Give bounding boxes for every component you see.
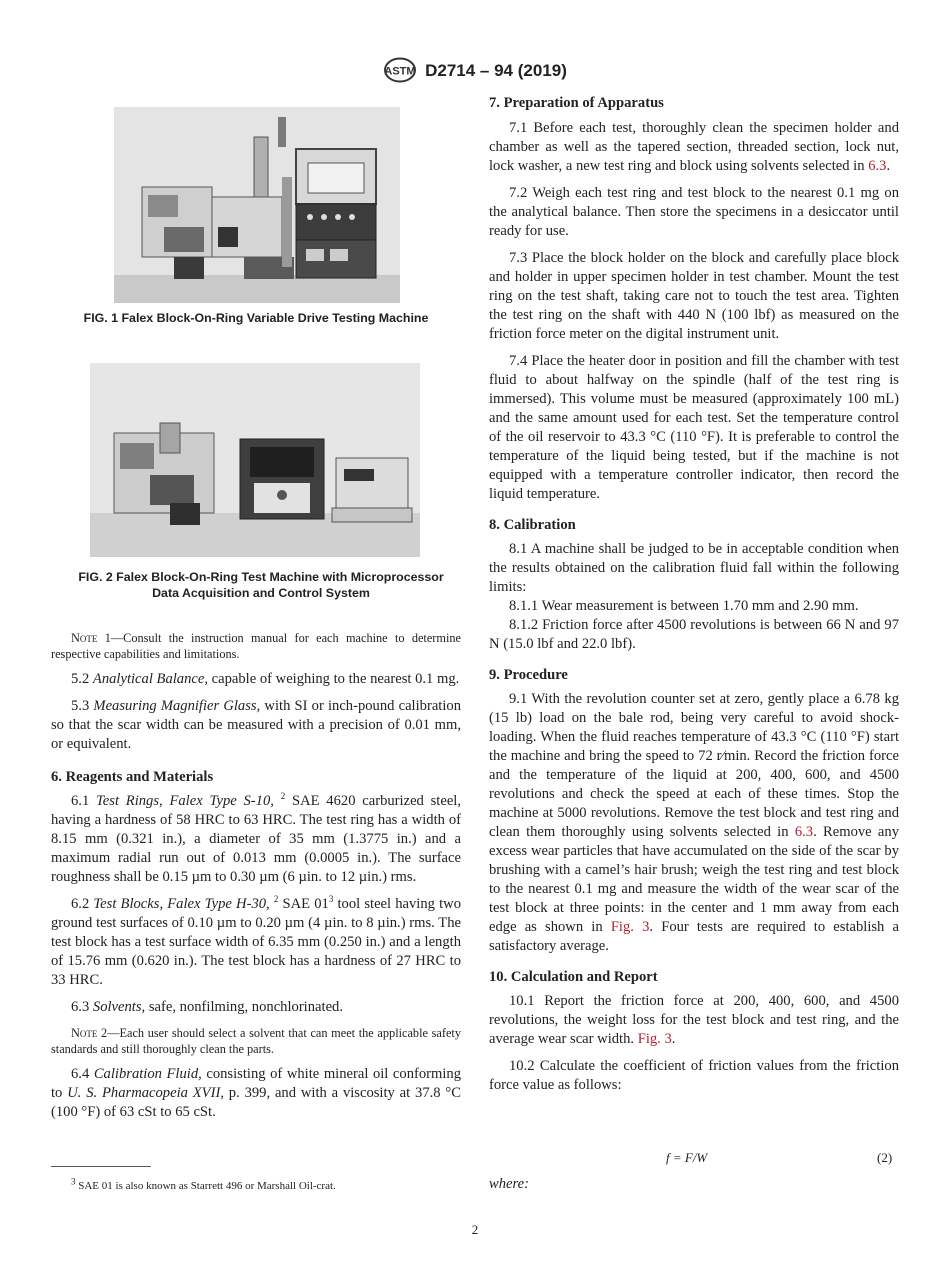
link-fig-3[interactable]: Fig. 3 bbox=[610, 919, 650, 935]
link-6-3[interactable]: 6.3 bbox=[868, 158, 887, 174]
left-column bbox=[51, 630, 461, 1122]
page-number: 2 bbox=[471, 1222, 479, 1237]
section-6-title: 6. Reagents and Materials bbox=[51, 769, 214, 785]
note-1: Note 1—Consult the instruction manual for each machine to determine respective capabilities and limitations. bbox=[51, 631, 461, 661]
footnote-3: $^3$ SAE 01 is also known as Starrett 496 or Marshall Oil-crat. bbox=[71, 1176, 336, 1192]
equation-number: (2) bbox=[877, 1150, 893, 1165]
section-10-title: 10. Calculation and Report bbox=[489, 969, 658, 985]
section-6-1: 6.1 Test Rings, Falex Type S-10, $^2$ SAE 4620 carburized steel, having a hardness of 58 HRC to 63 HRC. The test ring has a width of 8.15 mm (0.321 in.), a diameter of 35 mm (1.3775 in.) and a maximum radial run out of 0.013 mm (0.0005 in.). The surface roughness shall be 0.15 µm to 0.30 µm (6 µin. to 12 µin.) rms. bbox=[51, 791, 462, 885]
section-5-2: 5.2 Analytical Balance, capable of weighing to the nearest 0.1 mg. bbox=[71, 671, 460, 687]
link-fig-3-b[interactable]: Fig. 3 bbox=[637, 1031, 672, 1047]
section-8-title: 8. Calibration bbox=[489, 517, 576, 533]
link-6-3-b[interactable]: 6.3 bbox=[794, 824, 814, 840]
figure-1-caption: FIG. 1 Falex Block-On-Ring Variable Drive Testing Machine bbox=[83, 311, 429, 325]
figure-1-photo bbox=[114, 107, 400, 303]
astm-logo-icon bbox=[383, 57, 417, 83]
figure-2-caption-line-2: Data Acquisition and Control System bbox=[152, 585, 370, 600]
page-header bbox=[0, 57, 950, 83]
section-6-2: 6.2 Test Blocks, Falex Type H-30, $^2$ SAE $01^3$ tool steel having two ground test surfaces of 0.10 µm to 0.20 µm (4 µin. to 8 µin.) rms. The test block has a test surface width of 6.35 mm (0.250 in.) and a length of 15.76 mm (0.620 in.). The test block has a hardness of 27 HRC to 33 HRC. bbox=[51, 894, 461, 988]
figure-2-photo bbox=[90, 363, 420, 557]
footnote-rule bbox=[51, 1166, 151, 1167]
section-7-2: 7.2 Weigh each test ring and test block to the nearest 0.1 mg on the analytical balance. Then store the specimens in a desiccator until ready for use. bbox=[489, 185, 899, 239]
section-8-1: 8.1 A machine shall be judged to be in acceptable condition when the results obtained on the calibration fluid fall within the following limits: bbox=[489, 541, 899, 595]
figure-2-caption-line-1: FIG. 2 Falex Block-On-Ring Test Machine with Microprocessor bbox=[78, 570, 444, 584]
section-8-1-2: 8.1.2 Friction force after 4500 revolutions is between 66 N and 97 N (15.0 lbf and 22.0 lbf). bbox=[489, 617, 899, 652]
section-10-1: 10.1 Report the friction force at 200, 400, 600, and 4500 revolutions, the weight loss for the test block and test ring, and the average wear scar width. Fig. 3. bbox=[489, 993, 899, 1047]
equation-2: f = F/W bbox=[666, 1150, 708, 1165]
section-7-title: 7. Preparation of Apparatus bbox=[489, 95, 664, 111]
note-2: Note 2—Each user should select a solvent that can meet the applicable safety standards and still thoroughly clean the parts. bbox=[51, 1026, 461, 1056]
where-label: where: bbox=[489, 1176, 529, 1192]
section-5-3: 5.3 Measuring Magnifier Glass, with SI or inch-pound calibration so that the scar width can be measured with a precision of 0.01 mm, or equivalent. bbox=[51, 698, 462, 752]
section-7-3: 7.3 Place the block holder on the block and carefully place block and holder in upper specimen holder in test chamber. Mount the test ring on the test shaft, taking care not to touch the test area. Tighten the test ring on the shaft with 440 N (100 lbf) as measured on the friction force meter on the digital instrument unit. bbox=[489, 250, 899, 342]
right-column bbox=[489, 94, 899, 1095]
section-7-4: 7.4 Place the heater door in position and fill the chamber with test fluid to about halfway on the spindle (half of the test ring is immersed). This volume must be measured (approximately 100 mL) and the same amount used for each test. Set the temperature control of the oil reservoir to 43.3 °C (110 °F). It is preferable to control the temperature of the liquid being tested, but if the machine is not equipped with a temperature controller indicator, then record the liquid temperature. bbox=[489, 353, 899, 502]
section-9-1: 9.1 With the revolution counter set at zero, gently place a 6.78 kg (15 lb) load on the bale rod, being very careful to avoid shock-loading. When the fluid reaches temperature of 43.3 °C (110 °F) start the machine and bring the speed to 72 r⁄min. Record the friction force and the temperature of the liquid at 200, 400, 600, and 4500 revolutions and check the speed at each of these times. Stop the machine at 5000 revolutions. Remove the test block and test ring and clean them thoroughly using solvents selected in 6.3. Remove any excess wear particles that have accumulated on the side of the scar by brushing with a camel’s hair brush; weigh the test ring and test block to the nearest 0.1 mg and measure the width of the wear scar of the test block at three points: in the center and 1 mm away from each edge as shown in Fig. 3. Four tests are required to establish a satisfactory average. bbox=[489, 691, 899, 954]
section-10-2: 10.2 Calculate the coefficient of friction values from the friction force value as follows: bbox=[489, 1058, 899, 1093]
section-9-title: 9. Procedure bbox=[489, 667, 568, 683]
figure-2-caption bbox=[41, 570, 481, 601]
section-7-1: 7.1 Before each test, thoroughly clean the specimen holder and chamber as well as the tapered section, threaded section, lock nut, lock washer, a new test ring and block using solvents selected in 6.3. bbox=[489, 120, 899, 174]
standard-designation: D2714 – 94 (2019) bbox=[425, 61, 567, 80]
svg-text:ASTM: ASTM bbox=[384, 65, 416, 78]
section-6-4: 6.4 Calibration Fluid, consisting of white mineral oil conforming to U. S. Pharmacopeia XVII, p. 399, and with a viscosity at 37.8 °C (100 °F) of 63 cSt to 65 cSt. bbox=[51, 1066, 462, 1120]
section-6-3: 6.3 Solvents, safe, nonfilming, nonchlorinated. bbox=[71, 999, 343, 1015]
section-8-1-1: 8.1.1 Wear measurement is between 1.70 mm and 2.90 mm. bbox=[509, 598, 859, 614]
